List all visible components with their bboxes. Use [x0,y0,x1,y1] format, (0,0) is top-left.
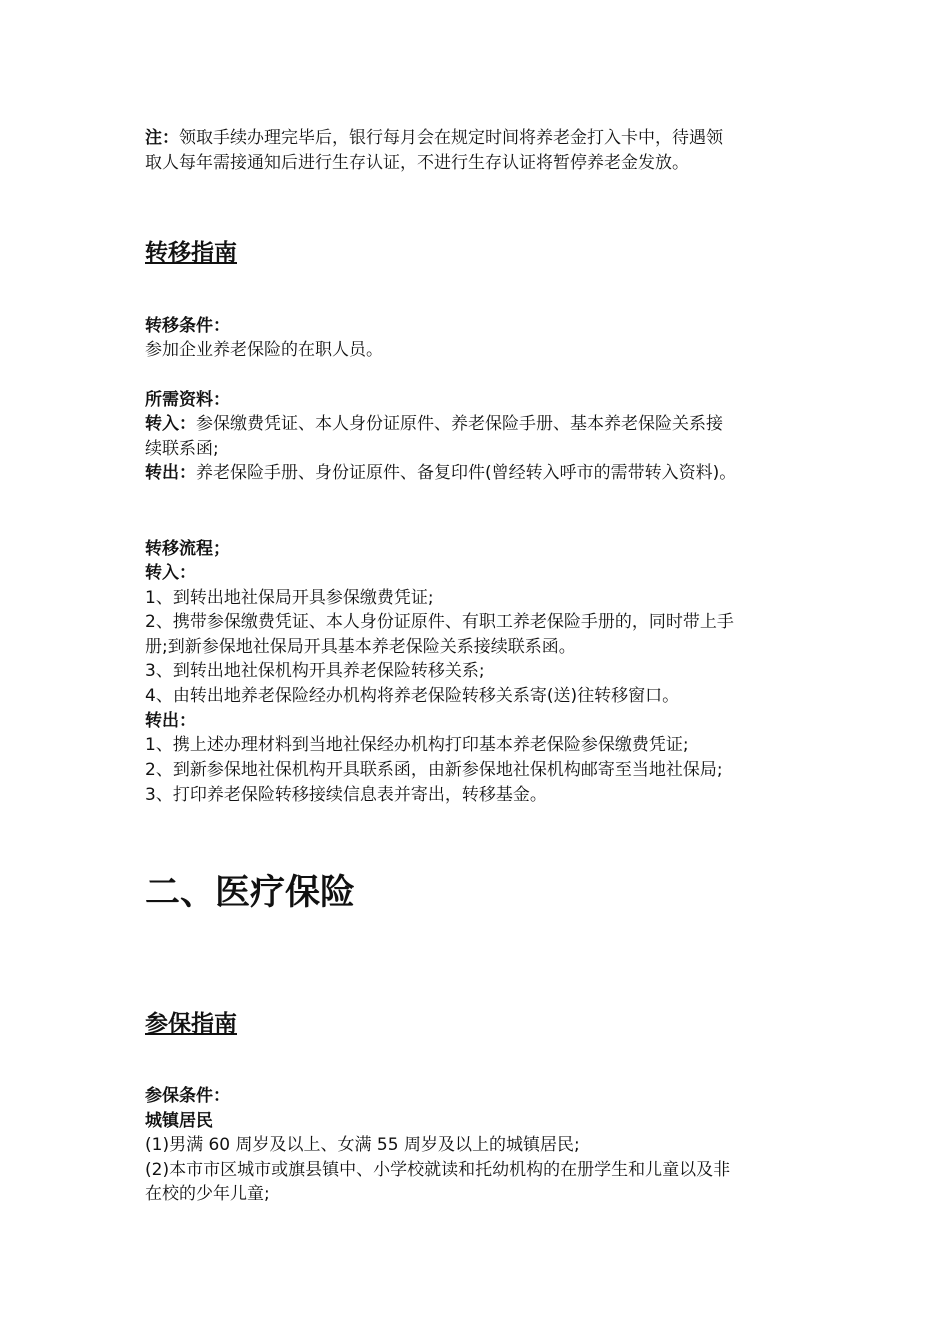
process-out-item: 2、到新参保地社保机构开具联系函，由新参保地社保机构邮寄至当地社保局; [145,760,723,780]
materials-out-label: 转出： [145,463,196,483]
note-text-1: 领取手续办理完毕后，银行每月会在规定时间将养老金打入卡中，待遇领 [179,128,723,148]
materials-out-line [145,461,736,486]
process-in-item: 4、由转出地养老保险经办机构将养老保险转移关系寄(送)往转移窗口。 [145,686,680,706]
materials-in-line-2: 续联系函; [145,439,219,459]
enrollment-item: 在校的少年儿童; [145,1184,270,1204]
enrollment-conditions-label: 参保条件： [145,1086,230,1106]
process-out-label: 转出： [145,711,196,731]
process-in-item: 3、到转出地社保机构开具养老保险转移关系; [145,661,485,681]
enrollment-item: (2)本市市区城市或旗县镇中、小学校就读和托幼机构的在册学生和儿童以及非 [145,1160,731,1180]
medical-insurance-heading: 二、医疗保险 [145,873,356,913]
process-in-item: 2、携带参保缴费凭证、本人身份证原件、有职工养老保险手册的，同时带上手 [145,612,734,632]
transfer-conditions-label: 转移条件： [145,316,230,336]
transfer-guide-heading: 转移指南 [145,240,237,266]
transfer-conditions-text: 参加企业养老保险的在职人员。 [145,340,383,360]
process-out-item: 3、打印养老保险转移接续信息表并寄出，转移基金。 [145,785,547,805]
enrollment-guide-heading: 参保指南 [145,1011,237,1037]
urban-residents-label: 城镇居民 [145,1111,213,1131]
process-out-item: 1、携上述办理材料到当地社保经办机构打印基本养老保险参保缴费凭证; [145,735,689,755]
process-label: 转移流程； [145,539,230,559]
enrollment-item: (1)男满 60 周岁及以上、女满 55 周岁及以上的城镇居民; [145,1135,580,1155]
materials-label: 所需资料： [145,390,230,410]
materials-out-text: 养老保险手册、身份证原件、备复印件(曾经转入呼市的需带转入资料)。 [196,463,737,483]
process-in-item: 1、到转出地社保局开具参保缴费凭证; [145,588,434,608]
process-in-label: 转入： [145,563,196,583]
note-label: 注： [145,128,179,148]
note-line-2: 取人每年需接通知后进行生存认证，不进行生存认证将暂停养老金发放。 [145,153,689,173]
materials-in-text: 参保缴费凭证、本人身份证原件、养老保险手册、基本养老保险关系接 [196,414,723,434]
process-in-item: 册;到新参保地社保局开具基本养老保险关系接续联系函。 [145,637,576,657]
note-line-1 [145,126,723,151]
materials-in-label: 转入： [145,414,196,434]
materials-in-line-1 [145,412,723,437]
